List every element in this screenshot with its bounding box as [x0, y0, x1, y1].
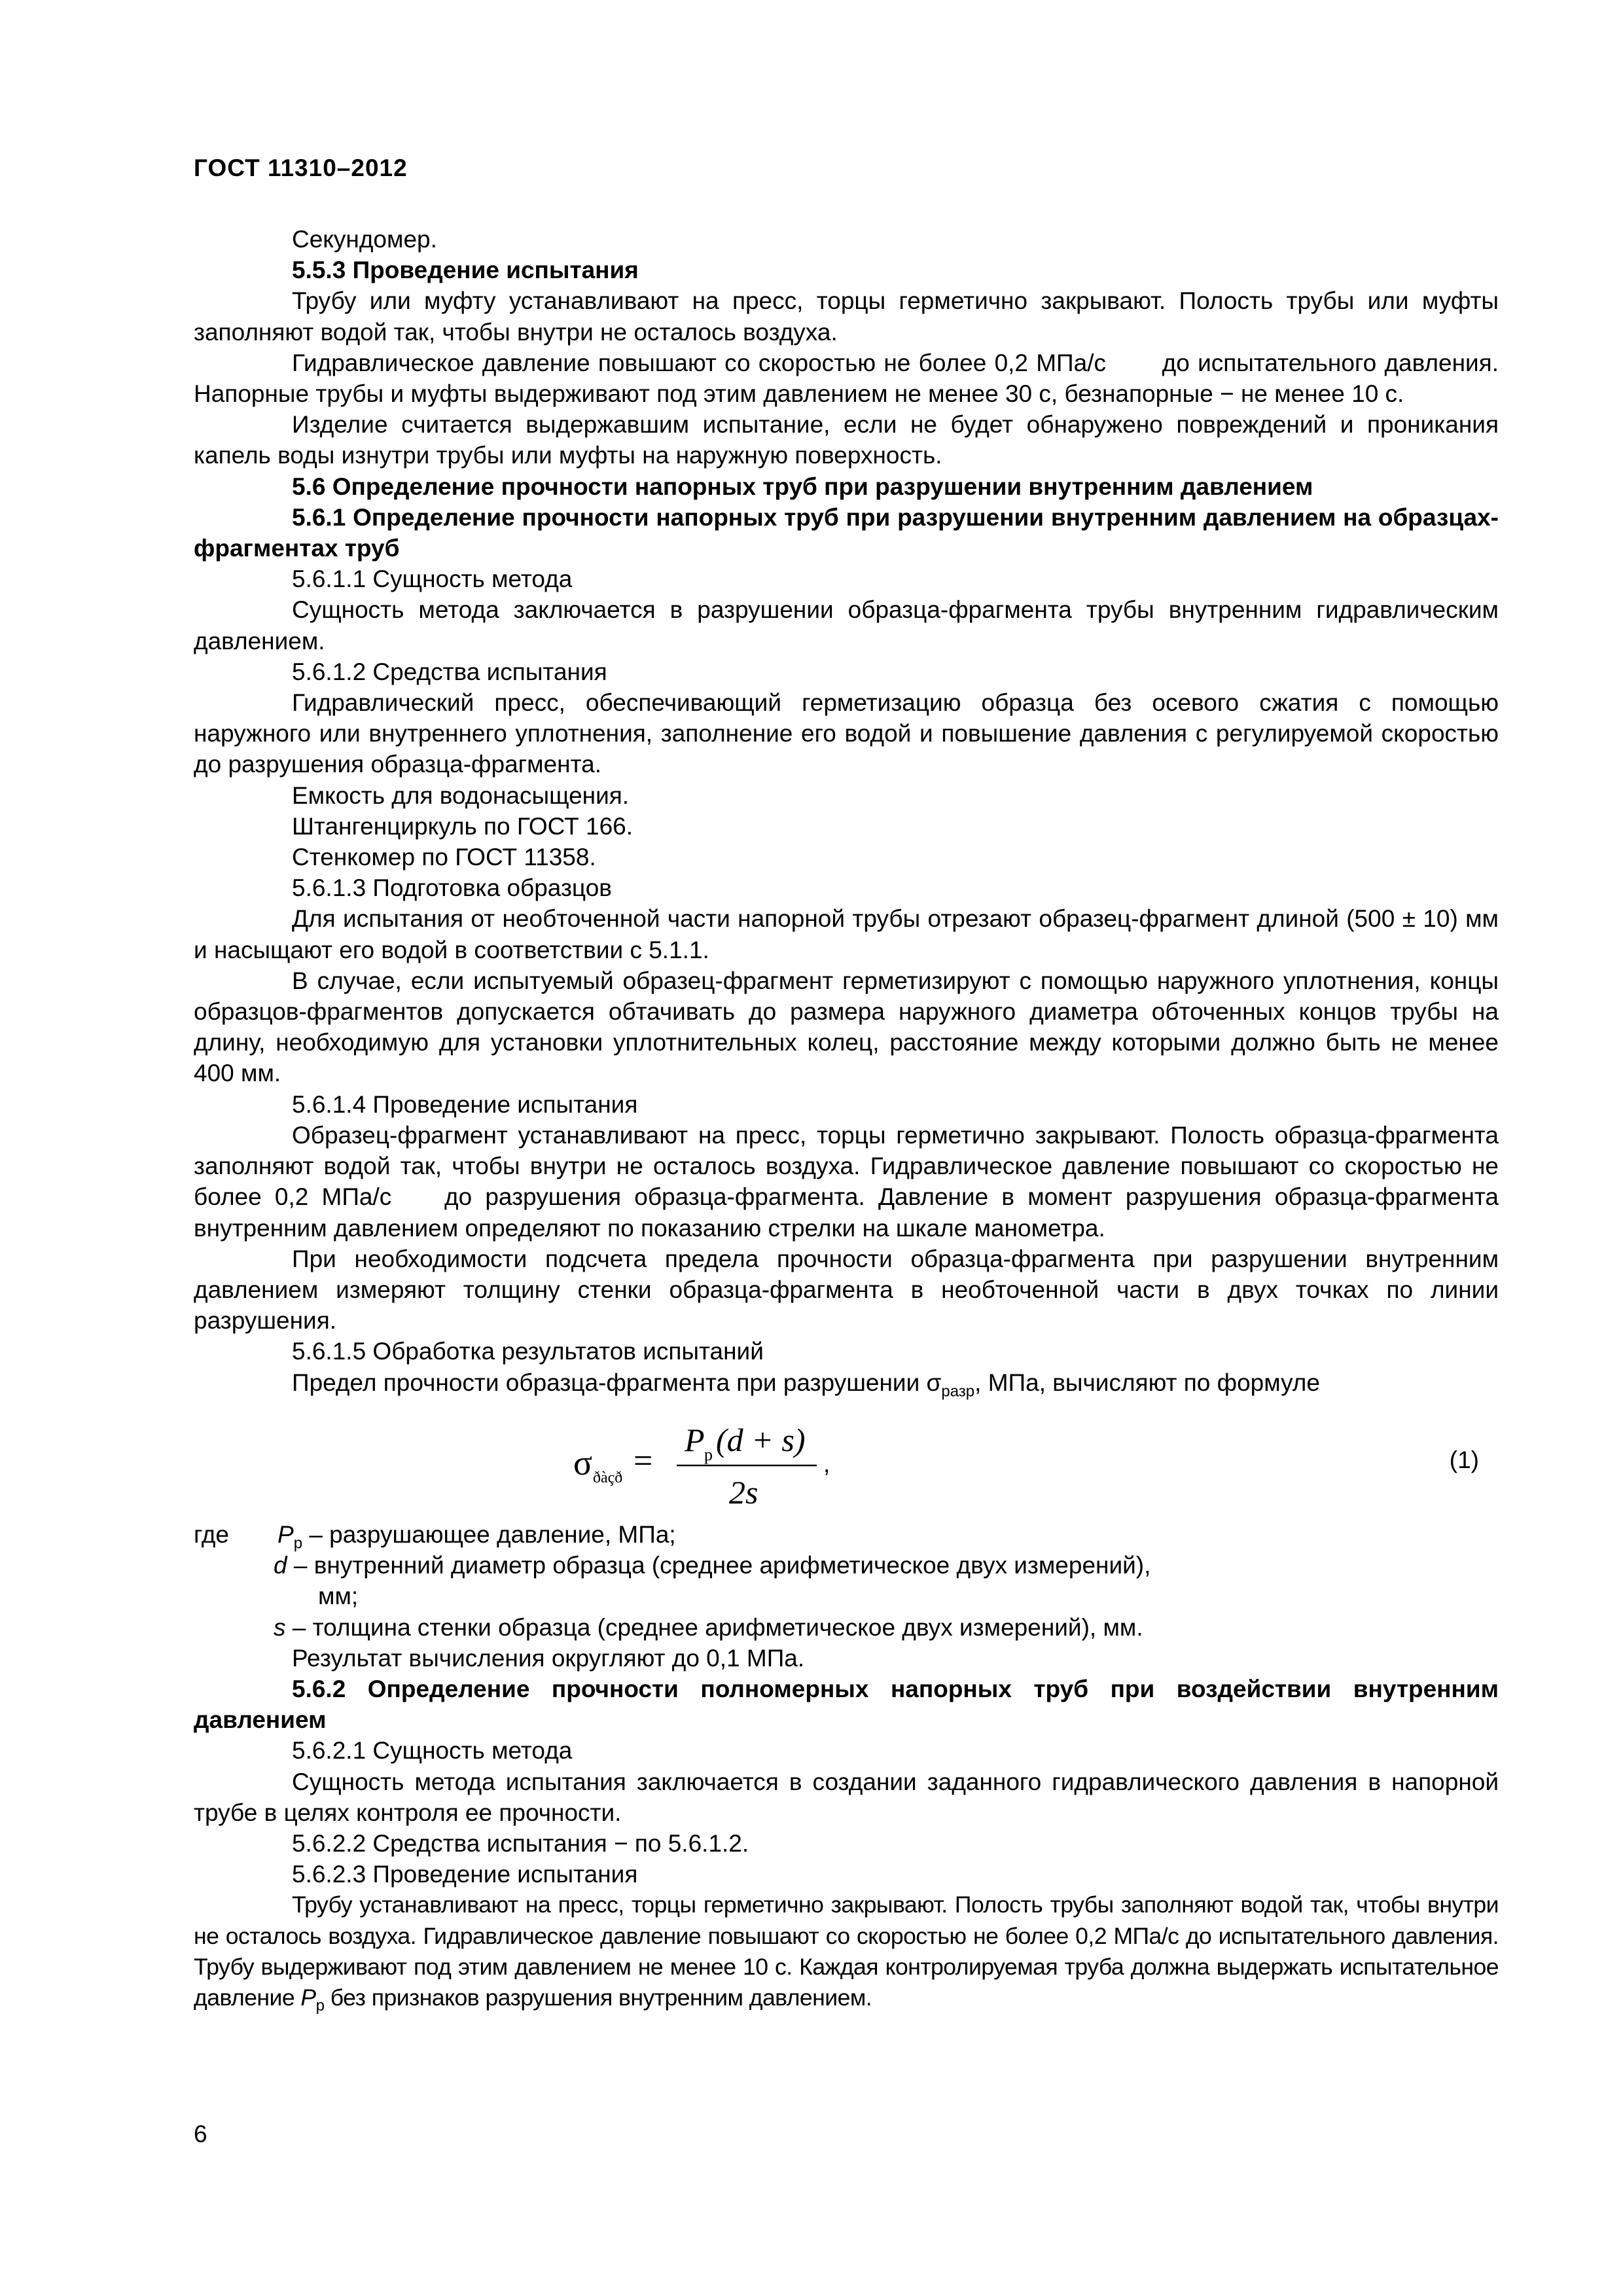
page-number: 6 — [194, 2121, 207, 2147]
paragraph — [194, 1367, 1499, 1407]
section-heading: 5.6.1 Определение прочности напорных труб при разрушении внутренним давлением на образцах-фрагментах труб — [194, 503, 1499, 562]
subsection-heading: 5.6.1.4 Проведение испытания — [292, 1090, 638, 1118]
variable-definition: – внутренний диаметр образца (среднее арифметическое двух измерений), — [287, 1552, 1151, 1579]
where-label: где — [194, 1521, 230, 1549]
paragraph-text: без признаков разрушения внутренним давлением. — [324, 1984, 872, 2011]
paragraph: Результат вычисления округляют до 0,1 МПа. — [292, 1644, 805, 1672]
paragraph: Емкость для водонасыщения. — [292, 781, 630, 809]
subsection-heading: 5.6.1.2 Средства испытания — [292, 658, 607, 685]
paragraph: Секундомер. — [292, 226, 437, 253]
variable-definition: – толщина стенки образца (среднее арифметическое двух измерений), мм. — [285, 1613, 1143, 1641]
variable-name: P — [300, 1984, 316, 2011]
formula-number: (1) — [1449, 1446, 1479, 1474]
subsection-heading: 5.6.1.1 Сущность метода — [292, 565, 573, 593]
formula-numerator-p: P — [685, 1422, 705, 1459]
strength-formula — [573, 1412, 848, 1516]
variable-name: d — [274, 1552, 287, 1579]
formula-sigma: σ — [573, 1443, 593, 1483]
paragraph: В случае, если испытуемый образец-фрагмент герметизируют с помощью наружного уплотнения, концы образцов-фрагментов допускается обтачивать до размера наружного диаметра обточенных концов трубы на длину, необходимую для установки уплотнительных колец, расстояние между которыми должно быть не менее 400 мм. — [194, 967, 1499, 1087]
subsection-heading: 5.6.2.1 Сущность метода — [292, 1737, 573, 1765]
paragraph: При необходимости подсчета предела прочности образца-фрагмента при разрушении внутренним давлением измеряют толщину стенки образца-фрагмента в необточенной части в двух точках по линии разрушения. — [194, 1245, 1499, 1335]
paragraph: Стенкомер по ГОСТ 11358. — [292, 844, 596, 871]
subsection-heading: 5.6.1.3 Подготовка образцов — [292, 874, 612, 902]
formula-denominator: 2s — [729, 1474, 758, 1511]
paragraph-text: Трубу устанавливают на пресс, торцы герметично закрывают. Полость трубы заполняют водой так, чтобы внутри не осталось воздуха. Гидравлическое давление повышают со скоростью не более 0,2 МПа/с до испытательного давления. Трубу выдерживают под этим давлением не менее 10 с. Каждая контролируемая труба должна выдержать испытательное давление — [194, 1892, 1499, 2011]
variable-subscript: р — [315, 1997, 325, 2015]
formula-sigma-subscript: ðàçð — [593, 1469, 623, 1487]
variable-definition: – разрушающее давление, МПа; — [302, 1521, 676, 1549]
paragraph: Образец-фрагмент устанавливают на пресс, торцы герметично закрывают. Полость образца-фрагмента заполняют водой так, чтобы внутри не осталось воздуха. Гидравлическое давление повышают со скоростью не более 0,2 МПа/с до разрушения образца-фрагмента. Давление в момент разрушения образца-фрагмента внутренним давлением определяют по показанию стрелки на шкале манометра. — [194, 1121, 1506, 1242]
where-item — [277, 1519, 676, 1559]
paragraph: Гидравлическое давление повышают со скоростью не более 0,2 МПа/с до испытательного давления. Напорные трубы и муфты выдерживают под этим давлением не менее 30 с, безнапорные − не менее 10 с. — [194, 349, 1506, 408]
where-item — [194, 1612, 1499, 1643]
document-header: ГОСТ 11310–2012 — [194, 154, 408, 181]
formula-block — [194, 1408, 1499, 1519]
where-item-continuation: мм; — [318, 1583, 359, 1610]
formula-intro-text: Предел прочности образца-фрагмента при разрушении σ — [292, 1369, 942, 1396]
formula-numerator-rest: (d + s) — [716, 1422, 806, 1459]
formula-equals: = — [633, 1443, 653, 1480]
paragraph — [194, 1890, 1499, 2021]
section-heading: 5.6 Определение прочности напорных труб при разрушении внутренним давлением — [292, 473, 1313, 500]
paragraph: Сущность метода испытания заключается в создании заданного гидравлического давления в напорной трубе в целях контроля ее прочности. — [194, 1768, 1499, 1826]
where-line — [194, 1519, 1499, 1550]
paragraph: Для испытания от необточенной части напорной трубы отрезают образец-фрагмент длиной (500 ± 10) мм и насыщают его водой в соответствии с 5.1.1. — [194, 905, 1499, 963]
paragraph: Трубу или муфту устанавливают на пресс, торцы герметично закрывают. Полость трубы или муфты заполняют водой так, чтобы внутри не осталось воздуха. — [194, 287, 1499, 346]
variable-name: P — [277, 1521, 294, 1549]
subsection-heading: 5.6.2.3 Проведение испытания — [292, 1861, 638, 1888]
section-heading: 5.6.2 Определение прочности полномерных напорных труб при воздействии внутренним давлением — [194, 1675, 1499, 1734]
paragraph: Сущность метода заключается в разрушении образца-фрагмента трубы внутренним гидравлическим давлением. — [194, 596, 1499, 655]
paragraph: Изделие считается выдержавшим испытание, если не будет обнаружено повреждений и проникания капель воды изнутри трубы или муфты на наружную поверхность. — [194, 411, 1499, 469]
paragraph: 5.6.2.2 Средства испытания − по 5.6.1.2. — [292, 1829, 749, 1857]
section-heading: 5.5.3 Проведение испытания — [292, 257, 639, 284]
subsection-heading: 5.6.1.5 Обработка результатов испытаний — [292, 1338, 764, 1365]
formula-intro-text: , МПа, вычисляют по формуле — [974, 1369, 1320, 1396]
document-body — [194, 224, 1506, 2021]
paragraph: Штангенциркуль по ГОСТ 166. — [292, 812, 633, 840]
formula-comma: , — [823, 1450, 830, 1478]
paragraph: Гидравлический пресс, обеспечивающий герметизацию образца без осевого сжатия с помощью наружного или внутреннего уплотнения, заполнение его водой и повышение давления с регулируемой скоростью до разрушения образца-фрагмента. — [194, 689, 1499, 778]
sigma-subscript: разр — [941, 1382, 975, 1400]
variable-subscript: р — [293, 1534, 303, 1552]
formula-numerator-subscript: р — [704, 1445, 713, 1465]
variable-name: s — [274, 1613, 286, 1641]
